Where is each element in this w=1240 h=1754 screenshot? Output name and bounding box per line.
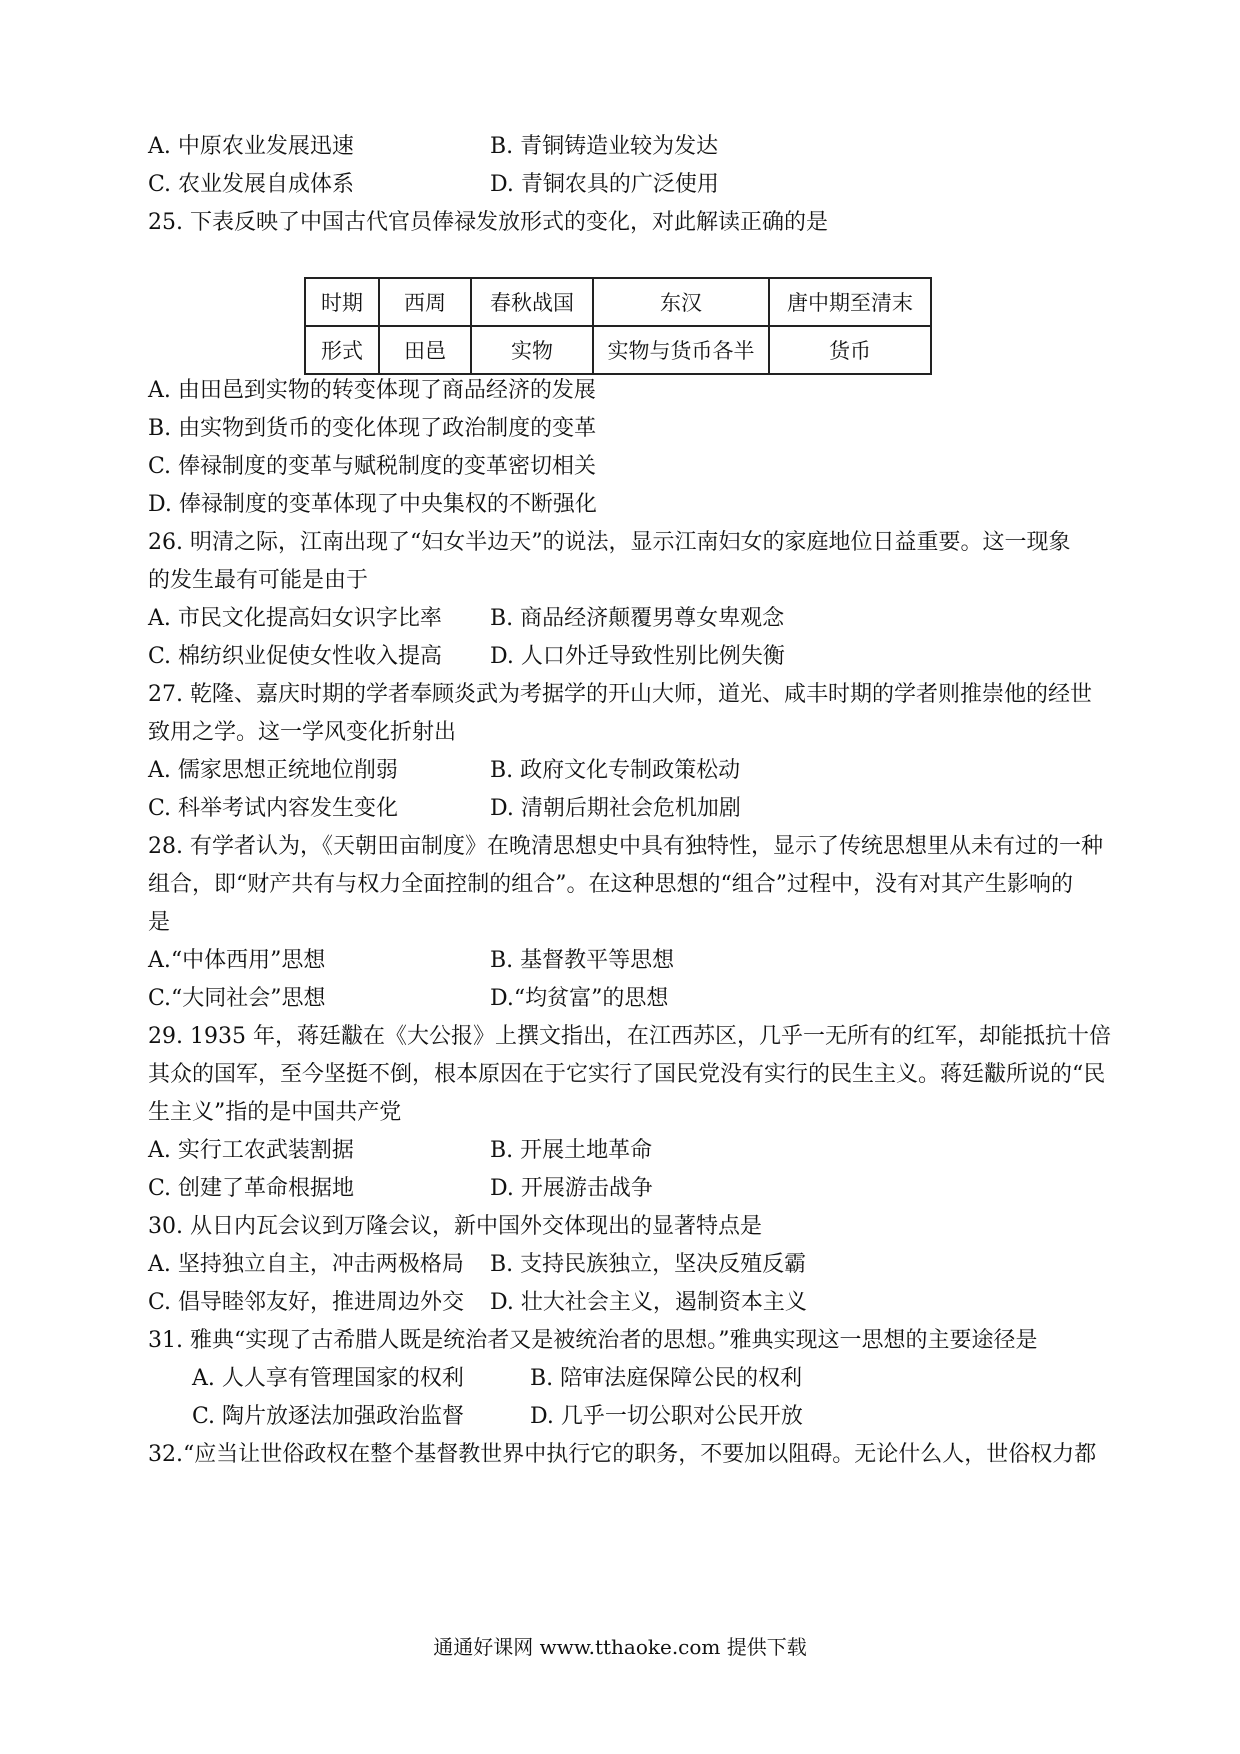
q27-option-c: C. 科举考试内容发生变化 bbox=[148, 796, 399, 821]
q29-option-b: B. 开展土地革命 bbox=[490, 1138, 653, 1163]
q30-option-d: D. 壮大社会主义，遏制资本主义 bbox=[490, 1290, 807, 1315]
q25-option-d: D. 俸禄制度的变革体现了中央集权的不断强化 bbox=[148, 492, 597, 517]
q30-option-b: B. 支持民族独立，坚决反殖反霸 bbox=[490, 1252, 807, 1277]
q26-option-a: A. 市民文化提高妇女识字比率 bbox=[148, 606, 442, 631]
q29-option-a: A. 实行工农武装割据 bbox=[148, 1138, 354, 1163]
q28-option-d: D.“均贫富”的思想 bbox=[490, 986, 669, 1011]
q25-option-a: A. 由田邑到实物的转变体现了商品经济的发展 bbox=[148, 378, 596, 403]
q26-option-b: B. 商品经济颠覆男尊女卑观念 bbox=[490, 606, 785, 631]
q25-option-b: B. 由实物到货币的变化体现了政治制度的变革 bbox=[148, 416, 597, 441]
q27-option-a: A. 儒家思想正统地位削弱 bbox=[148, 758, 398, 783]
q27-option-b: B. 政府文化专制政策松动 bbox=[490, 758, 741, 783]
q24-option-c: C. 农业发展自成体系 bbox=[148, 172, 355, 197]
q31-option-c: C. 陶片放逐法加强政治监督 bbox=[192, 1404, 465, 1429]
q26-stem-line1: 26. 明清之际，江南出现了“妇女半边天”的说法，显示江南妇女的家庭地位日益重要。这一现象 bbox=[148, 530, 1071, 555]
q28-stem-line2: 组合，即“财产共有与权力全面控制的组合”。在这种思想的“组合”过程中，没有对其产生影响的 bbox=[148, 872, 1073, 897]
q31-option-b: B. 陪审法庭保障公民的权利 bbox=[530, 1366, 803, 1391]
q27-stem-line1: 27. 乾隆、嘉庆时期的学者奉顾炎武为考据学的开山大师，道光、咸丰时期的学者则推崇他的经世 bbox=[148, 682, 1092, 707]
q24-option-d: D. 青铜农具的广泛使用 bbox=[490, 172, 719, 197]
table-cell: 时期 bbox=[305, 278, 379, 326]
table-cell: 实物 bbox=[471, 326, 593, 374]
page-footer: 通通好课网 www.tthaoke.com 提供下载 bbox=[433, 1635, 807, 1659]
q30-option-c: C. 倡导睦邻友好，推进周边外交 bbox=[148, 1290, 465, 1315]
table-row bbox=[305, 278, 931, 326]
q29-option-c: C. 创建了革命根据地 bbox=[148, 1176, 355, 1201]
table-cell: 实物与货币各半 bbox=[593, 326, 769, 374]
table-row bbox=[305, 326, 931, 374]
q24-option-b: B. 青铜铸造业较为发达 bbox=[490, 134, 719, 159]
q32-stem-line1: 32.“应当让世俗政权在整个基督教世界中执行它的职务，不要加以阻碍。无论什么人，世俗权力都 bbox=[148, 1442, 1097, 1467]
q31-stem: 31. 雅典“实现了古希腊人既是统治者又是被统治者的思想。”雅典实现这一思想的主要途径是 bbox=[148, 1328, 1038, 1353]
q28-stem-line1: 28. 有学者认为，《天朝田亩制度》在晚清思想史中具有独特性，显示了传统思想里从未有过的一种 bbox=[148, 834, 1103, 859]
q27-option-d: D. 清朝后期社会危机加剧 bbox=[490, 796, 741, 821]
table-cell: 东汉 bbox=[593, 278, 769, 326]
q29-option-d: D. 开展游击战争 bbox=[490, 1176, 653, 1201]
q28-option-b: B. 基督教平等思想 bbox=[490, 948, 675, 973]
table-cell: 田邑 bbox=[379, 326, 471, 374]
q31-option-d: D. 几乎一切公职对公民开放 bbox=[530, 1404, 803, 1429]
q25-stem: 25. 下表反映了中国古代官员俸禄发放形式的变化，对此解读正确的是 bbox=[148, 210, 828, 235]
q25-option-c: C. 俸禄制度的变革与赋税制度的变革密切相关 bbox=[148, 454, 597, 479]
table-cell: 货币 bbox=[769, 326, 931, 374]
table-cell: 形式 bbox=[305, 326, 379, 374]
q29-stem-line1: 29. 1935 年，蒋廷黻在《大公报》上撰文指出，在江西苏区，几乎一无所有的红军，却能抵抗十倍 bbox=[148, 1024, 1111, 1049]
table-cell: 西周 bbox=[379, 278, 471, 326]
table-cell: 春秋战国 bbox=[471, 278, 593, 326]
q29-stem-line2: 其众的国军，至今坚挺不倒，根本原因在于它实行了国民党没有实行的民生主义。蒋廷黻所说的“民 bbox=[148, 1062, 1106, 1087]
table-cell: 唐中期至清末 bbox=[769, 278, 931, 326]
q28-option-a: A.“中体西用”思想 bbox=[148, 948, 326, 973]
q29-stem-line3: 生主义”指的是中国共产党 bbox=[148, 1100, 402, 1125]
q26-stem-line2: 的发生最有可能是由于 bbox=[148, 568, 369, 593]
q28-stem-line3: 是 bbox=[148, 910, 171, 935]
q28-option-c: C.“大同社会”思想 bbox=[148, 986, 326, 1011]
salary-table bbox=[304, 277, 932, 375]
q26-option-c: C. 棉纺织业促使女性收入提高 bbox=[148, 644, 443, 669]
q30-stem: 30. 从日内瓦会议到万隆会议，新中国外交体现出的显著特点是 bbox=[148, 1214, 762, 1239]
q30-option-a: A. 坚持独立自主，冲击两极格局 bbox=[148, 1252, 464, 1277]
q26-option-d: D. 人口外迁导致性别比例失衡 bbox=[490, 644, 785, 669]
q31-option-a: A. 人人享有管理国家的权利 bbox=[192, 1366, 464, 1391]
q24-option-a: A. 中原农业发展迅速 bbox=[148, 134, 354, 159]
q27-stem-line2: 致用之学。这一学风变化折射出 bbox=[148, 720, 457, 745]
